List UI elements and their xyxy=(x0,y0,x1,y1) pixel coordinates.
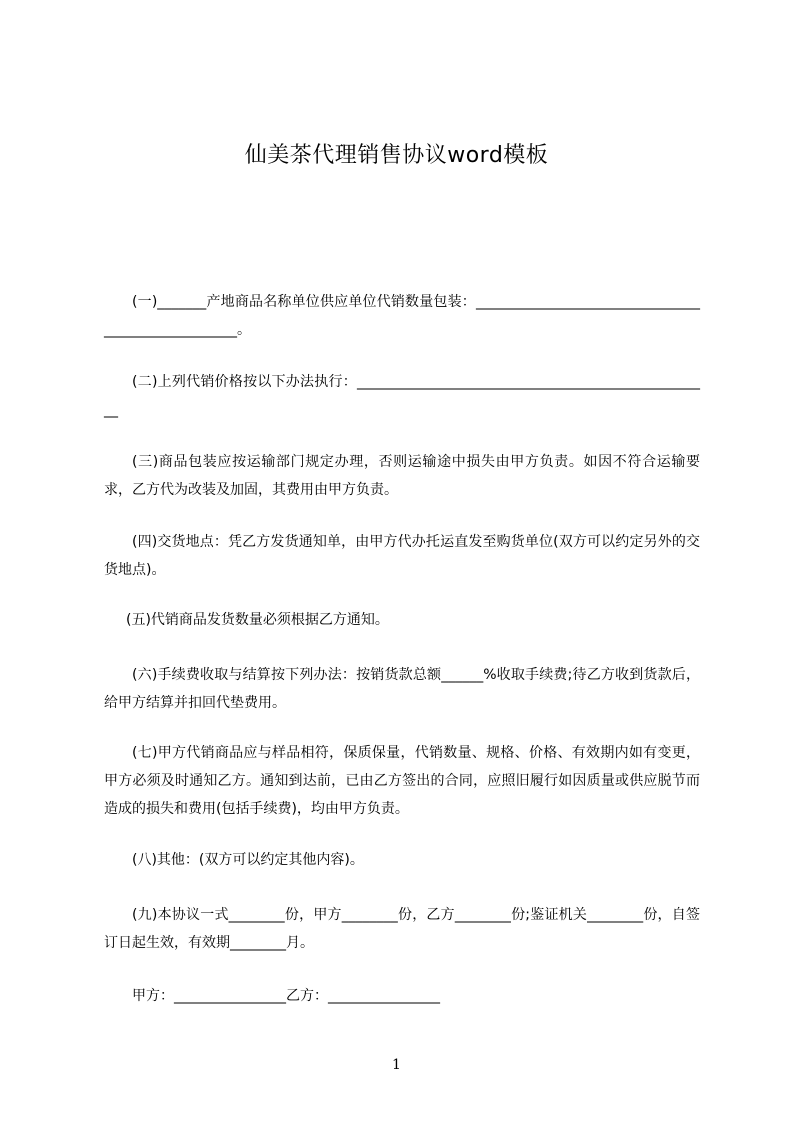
clause-8: (八)其他：(双方可以约定其他内容)。 xyxy=(132,852,364,868)
page-number: 1 xyxy=(392,1057,401,1073)
clause-4: (四)交货地点：凭乙方发货通知单，由甲方代办托运直发至购货单位(双方可以约定另外的交货地点)。 xyxy=(104,534,700,578)
clause-6: (六)手续费收取与结算按下列办法：按销货款总额______%收取手续费;待乙方收到货款后，给甲方结算并扣回代垫费用。 xyxy=(104,667,700,711)
clause-9: (九)本协议一式________份，甲方________份，乙方________份;鉴证机关________份，自签订日起生效，有效期________月。 xyxy=(104,907,700,951)
clause-3: (三)商品包装应按运输部门规定办理，否则运输途中损失由甲方负责。如因不符合运输要求，乙方代为改装及加固，其费用由甲方负责。 xyxy=(104,454,700,498)
clause-1: (一)_______产地商品名称单位供应单位代销数量包装：___________________________________________________。 xyxy=(104,294,700,338)
clause-2: (二)上列代销价格按以下办法执行：___________________________________________________ xyxy=(104,374,700,418)
signature-line: 甲方：________________乙方：________________ xyxy=(132,988,440,1004)
document-title: 仙美茶代理销售协议word模板 xyxy=(244,143,549,168)
clause-7: (七)甲方代销商品应与样品相符，保质保量，代销数量、规格、价格、有效期内如有变更，甲方必须及时通知乙方。通知到达前，已由乙方签出的合同，应照旧履行如因质量或供应脱节而造成的损失和费用(包括手续费)，均由甲方负责。 xyxy=(104,745,700,817)
clause-5: (五)代销商品发货数量必须根据乙方通知。 xyxy=(126,612,389,628)
